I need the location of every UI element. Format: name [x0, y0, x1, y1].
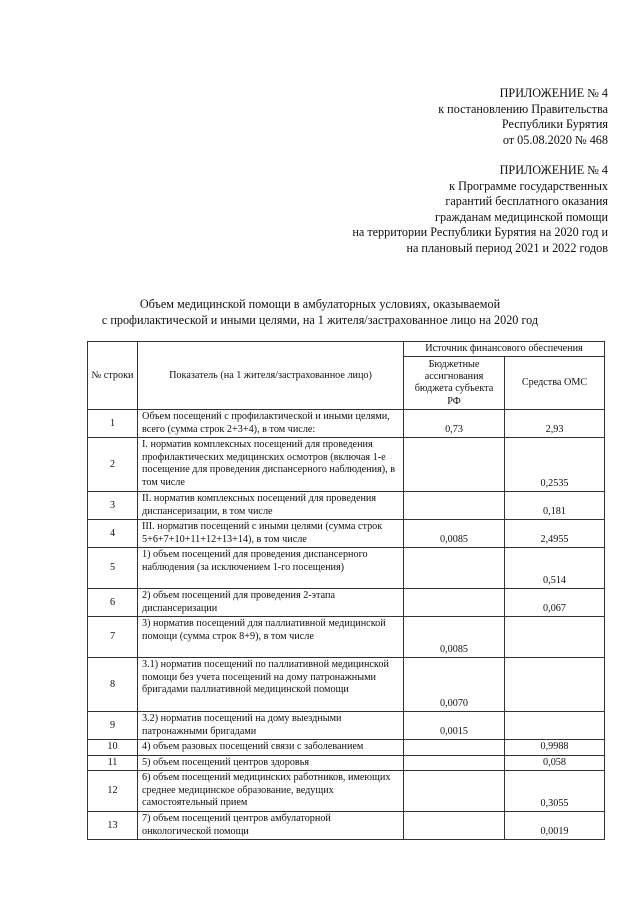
- row-oms-value: 2,4955: [505, 520, 605, 548]
- row-number: 6: [88, 589, 138, 617]
- row-oms-value: 0,0019: [505, 812, 605, 840]
- table-row: [88, 617, 605, 658]
- row-indicator: 5) объем посещений центров здоровья: [138, 755, 404, 770]
- header-row-number: № строки: [88, 342, 138, 410]
- appendix-line: гарантий бесплатного оказания: [445, 194, 608, 208]
- row-indicator: 3.1) норматив посещений по паллиативной медицинской помощи без учета посещений на дому патронажными бригадами паллиативной медицинской помощи: [138, 658, 404, 712]
- volume-table: [87, 341, 605, 840]
- row-number: 1: [88, 410, 138, 438]
- header-budget: Бюджетные ассигнования бюджета субъекта РФ: [404, 357, 505, 410]
- row-budget-value: [404, 548, 505, 589]
- table-row: [88, 712, 605, 740]
- row-oms-value: 0,067: [505, 589, 605, 617]
- appendix-line: на территории Республики Бурятия на 2020 год и: [352, 225, 608, 239]
- row-indicator: I. норматив комплексных посещений для проведения профилактических медицинских осмотров (включая 1-е посещение для проведения диспансерного наблюдения), в том числе: [138, 438, 404, 492]
- table-row: [88, 492, 605, 520]
- row-oms-value: 0,2535: [505, 438, 605, 492]
- row-oms-value: 0,058: [505, 755, 605, 770]
- row-oms-value: [505, 712, 605, 740]
- row-budget-value: [404, 812, 505, 840]
- row-indicator: 6) объем посещений медицинских работников, имеющих среднее медицинское образование, ведущих самостоятельный прием: [138, 771, 404, 812]
- row-indicator: 7) объем посещений центров амбулаторной онкологической помощи: [138, 812, 404, 840]
- row-number: 3: [88, 492, 138, 520]
- document-title: [0, 296, 640, 328]
- row-oms-value: 2,93: [505, 410, 605, 438]
- header-funding-source: Источник финансового обеспечения: [404, 342, 605, 357]
- table-row: [88, 658, 605, 712]
- table-row: [88, 771, 605, 812]
- table-row: [88, 589, 605, 617]
- table-row: [88, 438, 605, 492]
- appendix-header-decree: [438, 86, 608, 148]
- row-budget-value: 0,0015: [404, 712, 505, 740]
- header-oms: Средства ОМС: [505, 357, 605, 410]
- row-indicator: II. норматив комплексных посещений для проведения диспансеризации, в том числе: [138, 492, 404, 520]
- row-indicator: 1) объем посещений для проведения диспансерного наблюдения (за исключением 1-го посещения): [138, 548, 404, 589]
- appendix-line: к постановлению Правительства: [438, 101, 608, 116]
- row-budget-value: [404, 438, 505, 492]
- appendix-header-program: [352, 163, 608, 256]
- row-budget-value: 0,0070: [404, 658, 505, 712]
- row-number: 8: [88, 658, 138, 712]
- header-indicator: Показатель (на 1 жителя/застрахованное лицо): [138, 342, 404, 410]
- row-budget-value: [404, 492, 505, 520]
- row-number: 2: [88, 438, 138, 492]
- row-budget-value: [404, 740, 505, 755]
- row-oms-value: 0,514: [505, 548, 605, 589]
- row-number: 11: [88, 755, 138, 770]
- appendix-date-number: от 05.08.2020 № 468: [502, 132, 608, 147]
- title-line-2: с профилактической и иными целями, на 1 жителя/застрахованное лицо на 2020 год: [101, 313, 539, 327]
- table-row: [88, 548, 605, 589]
- row-indicator: III. норматив посещений с иными целями (сумма строк 5+6+7+10+11+12+13+14), в том числе: [138, 520, 404, 548]
- row-oms-value: [505, 658, 605, 712]
- table-row: [88, 755, 605, 770]
- table-row: [88, 812, 605, 840]
- row-oms-value: 0,181: [505, 492, 605, 520]
- row-oms-value: [505, 617, 605, 658]
- row-indicator: 2) объем посещений для проведения 2-этапа диспансеризации: [138, 589, 404, 617]
- row-number: 13: [88, 812, 138, 840]
- row-number: 7: [88, 617, 138, 658]
- row-number: 5: [88, 548, 138, 589]
- row-budget-value: 0,73: [404, 410, 505, 438]
- row-number: 4: [88, 520, 138, 548]
- table-row: [88, 740, 605, 755]
- appendix-line: Республики Бурятия: [501, 117, 608, 131]
- appendix-line: на плановый период 2021 и 2022 годов: [406, 240, 608, 255]
- row-indicator: 3) норматив посещений для паллиативной медицинской помощи (сумма строк 8+9), в том числе: [138, 617, 404, 658]
- row-budget-value: [404, 755, 505, 770]
- appendix-title: ПРИЛОЖЕНИЕ № 4: [499, 163, 608, 177]
- row-budget-value: 0,0085: [404, 520, 505, 548]
- table-row: [88, 520, 605, 548]
- appendix-title: ПРИЛОЖЕНИЕ № 4: [499, 86, 608, 100]
- row-number: 10: [88, 740, 138, 755]
- appendix-line: к Программе государственных: [449, 178, 608, 193]
- appendix-line: гражданам медицинской помощи: [435, 209, 608, 224]
- title-line-1: Объем медицинской помощи в амбулаторных условиях, оказываемой: [139, 297, 501, 311]
- row-budget-value: [404, 771, 505, 812]
- row-oms-value: 0,3055: [505, 771, 605, 812]
- row-oms-value: 0,9988: [505, 740, 605, 755]
- row-indicator: 3.2) норматив посещений на дому выездными патронажными бригадами: [138, 712, 404, 740]
- table-row: [88, 410, 605, 438]
- row-indicator: Объем посещений с профилактической и иными целями, всего (сумма строк 2+3+4), в том числе:: [138, 410, 404, 438]
- row-number: 9: [88, 712, 138, 740]
- row-budget-value: [404, 589, 505, 617]
- row-budget-value: 0,0085: [404, 617, 505, 658]
- row-number: 12: [88, 771, 138, 812]
- row-indicator: 4) объем разовых посещений связи с заболеванием: [138, 740, 404, 755]
